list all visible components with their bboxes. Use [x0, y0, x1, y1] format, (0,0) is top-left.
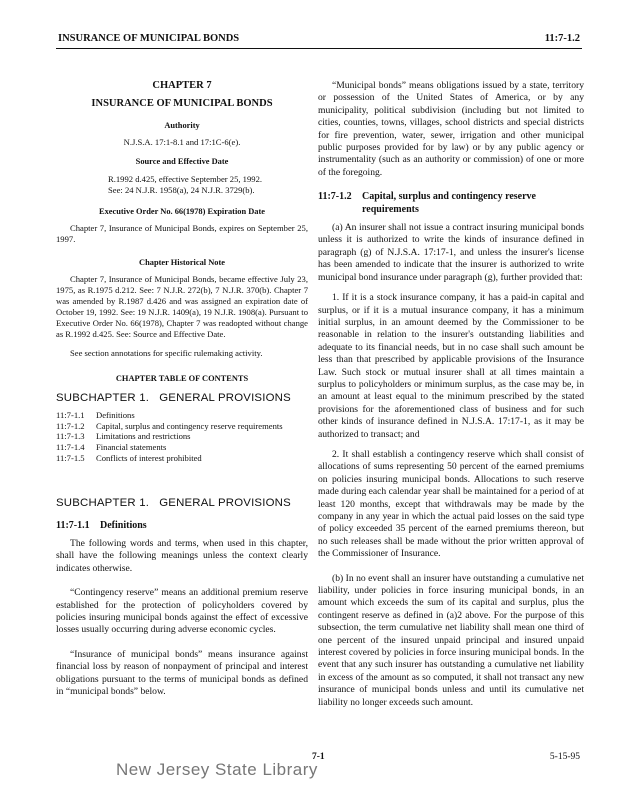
toc-list [56, 410, 308, 463]
source-line-2: See: 24 N.J.R. 1958(a), 24 N.J.R. 3729(b). [108, 184, 255, 195]
toc-title: CHAPTER TABLE OF CONTENTS [115, 374, 249, 384]
subsection-a: (a) An insurer shall not issue a contract insuring municipal bonds unless it is authorized to write the kinds of insurance defined in paragraph (g) of N.J.S.A. 17:17-1, and unless the insurer's license has been amended to indicate that the insurer is authorized to write municipal bond insurance under paragraph (g), further provided that: [318, 222, 584, 283]
toc-item[interactable]: 11:7-1.5 Conflicts of interest prohibited [56, 452, 202, 463]
definition-contingency-reserve: “Contingency reserve” means an additional premium reserve established for the protection of policyholders covered by policies insuring municipal bonds against the effect of excessive losses usually occurring during adverse economic cycles. [56, 587, 308, 636]
page-date: 5-15-95 [549, 752, 580, 762]
left-column [56, 80, 308, 707]
subchapter-heading: SUBCHAPTER 1. GENERAL PROVISIONS [56, 497, 291, 510]
chapter-number: CHAPTER 7 [152, 80, 212, 91]
toc-item[interactable]: 11:7-1.3 Limitations and restrictions [56, 431, 191, 442]
running-header [56, 30, 582, 49]
page-number: 7-1 [312, 752, 325, 762]
source-line-1: R.1992 d.425, effective September 25, 1992. [108, 173, 263, 184]
executive-order-label: Executive Order No. 66(1978) Expiration Date [99, 206, 265, 216]
section-2-heading: 11:7-1.2 Capital, surplus and contingency reserve requirements [318, 191, 536, 215]
definition-insurance-of-municipal-bonds: “Insurance of municipal bonds” means insurance against financial loss by reason of nonpayment of principal and interest obligations pursuant to the terms of municipal bonds as defined in “municipal bonds” below. [56, 648, 308, 698]
toc-item[interactable]: 11:7-1.2 Capital, surplus and contingency reserve requirements [56, 420, 283, 431]
subsection-a-item-1: 1. If it is a stock insurance company, it has a paid-in capital and surplus, or if it is a mutual insurance company, it has a minimum initial surplus, in an amount deemed by the Commissioner to be reasonable in relation to the insurer's outstanding liabilities and adequate to its financial needs, but in no case shall such amount be less than that prescribed by applicable provisions of the Insurance Law. Such stock or mutual insurer shall at all times maintain a surplus to policyholders or minimum surplus, as the case may be, in an amount at least equal to the minimum prescribed by the stated provisions for the aforementioned class of business and for such other kinds of insurance defined in N.J.S.A. 17:17-1, as it may be authorized to transact; and [318, 292, 584, 440]
executive-order-text: Chapter 7, Insurance of Municipal Bonds, expires on September 25, 1997. [56, 223, 308, 245]
authority-label: Authority [164, 120, 200, 130]
historical-note-label: Chapter Historical Note [139, 258, 225, 268]
right-column [318, 80, 584, 717]
chapter-title: INSURANCE OF MUNICIPAL BONDS [91, 98, 273, 110]
library-stamp: New Jersey State Library [116, 760, 318, 779]
subsection-a-item-2: 2. It shall establish a contingency reserve which shall consist of allocations of sums representing 50 percent of the earned premiums on policies insuring municipal bonds. Allocations to such reserve made during each calendar year shall be maintained for a period of at least 120 months, except that withdrawals may be made by the company in any year in which the actual paid losses on the said type of policy exceeded 35 percent of the earned premiums thereon, but no such releases shall be made without the prior written approval of the Commissioner of Insurance. [318, 448, 584, 560]
see-note: See section annotations for specific rulemaking activity. [70, 348, 263, 359]
subsection-b: (b) In no event shall an insurer have outstanding a cumulative net liability, under policies in force insuring municipal bonds, in an amount which exceeds the sum of its capital and surplus, plus the contingent reserve as defined in (a)2 above. For the purpose of this subsection, the term cumulative net liability shall mean one third of one percent of the insured unpaid principal and insured unpaid interest covered by policies in force insuring municipal bonds. In the event that any such insurer has outstanding a cumulative net liability in excess of the amount as so computed, it shall not transact any new insurance of municipal bonds unless and until its cumulative net liability no longer exceeds such amount. [318, 572, 584, 708]
authority-text: N.J.S.A. 17:1-8.1 and 17:1C-6(e). [123, 137, 241, 148]
definition-municipal-bonds: “Municipal bonds” means obligations issued by a state, territory or possession of the United States of America, or by any municipality, political subdivision (including but not limited to cities, counties, towns, villages, school districts and special districts for fire prevention, water, sewer, irrigation and other municipal public purposes provided for by law) or by any public agency or instrumentality (such as an authority or commission) of one or more of the foregoing. [318, 80, 584, 178]
source-label: Source and Effective Date [135, 157, 229, 167]
toc-subchapter: SUBCHAPTER 1. GENERAL PROVISIONS [56, 391, 291, 404]
header-title: INSURANCE OF MUNICIPAL BONDS [58, 33, 240, 44]
toc-item[interactable]: 11:7-1.1 Definitions [56, 410, 135, 421]
toc-item[interactable]: 11:7-1.4 Financial statements [56, 442, 167, 453]
historical-note-text: Chapter 7, Insurance of Municipal Bonds, became effective July 23, 1975, as R.1975 d.212. See: 7 N.J.R. 272(b), 7 N.J.R. 370(b). Chapter 7 was amended by R.1987 d.426 and was assigned an expiration date of October 19, 1992. See: 19 N.J.R. 1409(a), 19 N.J.R. 1908(a). Pursuant to Executive Order No. 66(1978), Chapter 7 was readopted without change as R.1992 d.425. See: Source and Effective Date. [56, 274, 308, 340]
section-1-heading: 11:7-1.1 Definitions [56, 519, 147, 531]
header-section-number: 11:7-1.2 [544, 33, 580, 44]
definitions-intro: The following words and terms, when used in this chapter, shall have the following meanings unless the context clearly indicates otherwise. [56, 538, 308, 574]
